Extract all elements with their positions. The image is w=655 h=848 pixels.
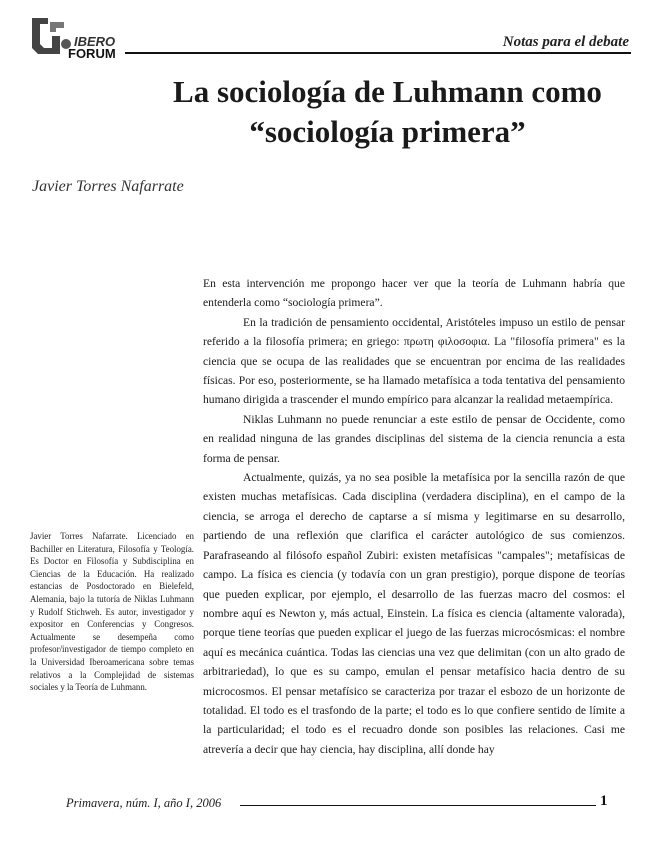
article-body — [203, 274, 625, 759]
logo-top-text: IBERO — [74, 34, 116, 49]
author-bio: Javier Torres Nafarrate. Licenciado en Bachiller en Literatura, Filosofía y Teología. Es Doctor en Filosofía y Subdisciplina en Ciencias de la Educación. Ha realizado estancias de Posdoctorado en Bielefeld, Alemania, bajo la tutoría de Niklas Luhmann y Rudolf Stichweh. Es autor, investigador y expositor en Conferencias y Congresos. Actualmente se desempeña como profesor/investigador de tiempo completo en la Universidad Iberoamericana sobre temas relativos a la Complejidad de sistemas sociales y la Teoría de Luhmann. — [30, 531, 194, 693]
page-number: 1 — [600, 793, 608, 809]
issue-info: Primavera, núm. I, año I, 2006 — [66, 796, 222, 810]
author-name: Javier Torres Nafarrate — [32, 178, 184, 195]
footer-rule — [240, 805, 596, 806]
header-rule — [125, 52, 631, 54]
section-label: Notas para el debate — [502, 34, 629, 50]
paragraph-2: En la tradición de pensamiento occidental, Aristóteles impuso un estilo de pensar referido a la filosofía primera; en griego: πρωτη φιλοσοφια. La "filosofía primera" es la ciencia que se ocupa de las realidades que se encuentran por encima de las realidades físicas. Por eso, posteriormente, se ha llamado metafísica a toda tentativa del pensamiento humano dirigida a trascender el mundo empírico para alcanzar la realidad metaempírica. — [203, 315, 625, 407]
title-line-1: La sociología de Luhmann como — [173, 74, 602, 109]
ibero-forum-logo — [30, 14, 140, 60]
paragraph-3: Niklas Luhmann no puede renunciar a este estilo de pensar de Occidente, como en realidad ninguna de las grandes disciplinas del sistema de la ciencia renuncia a esta forma de pensar. — [203, 412, 625, 465]
article-title — [160, 72, 615, 152]
logo-bottom-text: FORUM — [68, 46, 116, 60]
title-line-2: “sociología primera” — [249, 114, 526, 149]
paragraph-4: Actualmente, quizás, ya no sea posible la metafísica por la sencilla razón de que existen muchas metafísicas. Cada disciplina (verdadera disciplina), en el campo de la ciencia, se arroga el derecho de captarse a sí misma y legitimarse en su desarrollo, partiendo de una reflexión que clarifica el carácter autológico de sus comienzos. Parafraseando al filósofo español Zubiri: existen metafísicas "campales"; metafísicas de campo. La física es ciencia (y todavía con un gran prestigio), porque dispone de teorías que pueden explicar, por ejemplo, el desarrollo de las fuerzas macro del cosmos: el nombre aquí es Newton y, más actual, Einstein. La física es ciencia (altamente valorada), porque tiene teorías que pueden explicar el juego de las fuerzas microcósmicas: el nombre aquí es mecánica cuántica. Todas las ciencias una vez que delimitan (con un alto grado de arbitrariedad), lo que es su campo, emulan el pensar metafísico hacia dentro de su microcosmos. El pensar metafísico se caracteriza por trazar el esbozo de un horizonte de totalidad. El todo es el trasfondo de la parte; el todo es lo que confiere sentido de límite a la particularidad; el todo es el recuadro donde son posibles las relaciones. Casi me atrevería a decir que hay ciencia, hay disciplina, allí donde hay — [203, 471, 625, 756]
paragraph-1: En esta intervención me propongo hacer ver que la teoría de Luhmann habría que entenderla como “sociología primera”. — [203, 277, 625, 310]
